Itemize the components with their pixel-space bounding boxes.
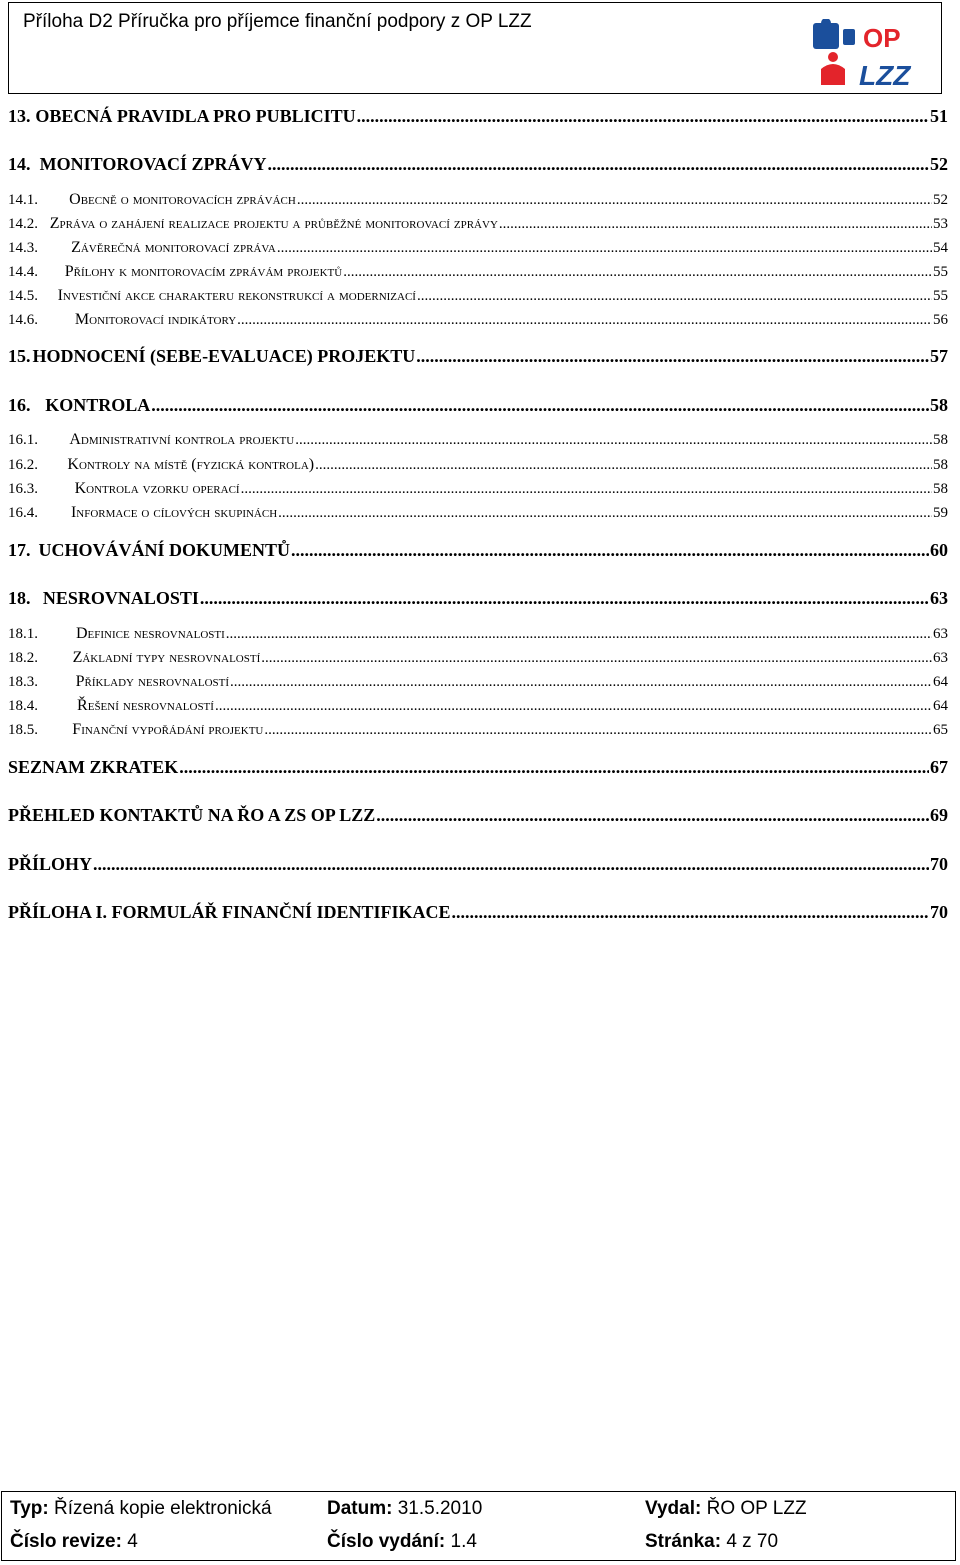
logo-op-text: OP: [863, 23, 901, 53]
toc-entry[interactable]: [8, 346, 948, 368]
toc-dot-leader: [416, 346, 929, 367]
toc-entry-number: 14.: [8, 154, 31, 174]
toc-entry-page: 58: [930, 395, 948, 415]
toc-entry[interactable]: [8, 757, 948, 779]
toc-entry-page: 60: [930, 540, 948, 560]
toc-entry[interactable]: [8, 154, 948, 176]
toc-entry-page: 51: [930, 106, 948, 126]
toc-entry-number: 16.4.: [8, 505, 38, 521]
toc-dot-leader: [264, 722, 932, 739]
toc-entry-number: 15.: [8, 346, 31, 366]
toc-entry-title: Příklady nesrovnalostí: [75, 673, 230, 690]
toc-entry-number: 16.2.: [8, 457, 38, 473]
footer-edition: Číslo vydání: 1.4: [327, 1531, 477, 1552]
toc-entry-number: 18.4.: [8, 698, 38, 714]
page-footer: [1, 1491, 956, 1561]
toc-entry-title: Závěrečná monitorovací zpráva: [71, 239, 276, 256]
toc-entry[interactable]: [8, 697, 948, 719]
toc-entry[interactable]: [8, 588, 948, 610]
toc-dot-leader: [230, 674, 932, 691]
toc-dot-leader: [200, 588, 929, 609]
footer-type: Typ: Řízená kopie elektronická: [10, 1498, 272, 1519]
footer-date: Datum: 31.5.2010: [327, 1498, 483, 1519]
toc-entry-page: 53: [933, 216, 948, 232]
toc-entry-title: UCHOVÁVÁNÍ DOKUMENTŮ: [38, 540, 291, 560]
toc-dot-leader: [297, 192, 932, 209]
toc-entry-page: 58: [933, 432, 948, 448]
toc-entry-page: 54: [933, 240, 948, 256]
toc-entry-title: PŘEHLED KONTAKTŮ NA ŘO A ZS OP LZZ: [8, 805, 376, 825]
toc-entry-title: Základní typy nesrovnalostí: [72, 649, 261, 666]
toc-dot-leader: [151, 395, 929, 416]
toc-entry-number: 18.2.: [8, 650, 38, 666]
toc-dot-leader: [268, 154, 930, 175]
toc-entry-page: 52: [930, 154, 948, 174]
toc-dot-leader: [226, 626, 932, 643]
toc-entry-page: 63: [933, 626, 948, 642]
toc-entry[interactable]: [8, 311, 948, 333]
op-lzz-logo: [813, 19, 917, 91]
toc-dot-leader: [499, 216, 932, 233]
footer-issued-by: Vydal: ŘO OP LZZ: [645, 1498, 807, 1519]
toc-entry-page: 69: [930, 805, 948, 825]
toc-entry-title: HODNOCENÍ (SEBE-EVALUACE) PROJEKTU: [32, 346, 416, 366]
toc-entry-page: 59: [933, 505, 948, 521]
toc-entry[interactable]: [8, 805, 948, 827]
toc-entry-number: 14.4.: [8, 264, 38, 280]
toc-entry[interactable]: [8, 625, 948, 647]
toc-entry-number: 18.1.: [8, 626, 38, 642]
toc-entry-title: Finanční vypořádání projektu: [72, 721, 264, 738]
toc-entry[interactable]: [8, 504, 948, 526]
toc-dot-leader: [179, 757, 929, 778]
toc-entry[interactable]: [8, 191, 948, 213]
toc-entry[interactable]: [8, 106, 948, 128]
toc-dot-leader: [315, 457, 932, 474]
toc-entry-page: 58: [933, 481, 948, 497]
toc-entry-page: 64: [933, 698, 948, 714]
toc-entry-title: NESROVNALOSTI: [42, 588, 199, 608]
toc-entry-number: 18.5.: [8, 722, 38, 738]
toc-entry-title: KONTROLA: [45, 395, 151, 415]
toc-entry-title: Investiční akce charakteru rekonstrukcí a modernizací: [57, 287, 416, 304]
toc-entry-page: 55: [933, 264, 948, 280]
toc-entry[interactable]: [8, 287, 948, 309]
toc-entry-number: 16.: [8, 395, 31, 415]
toc-entry-number: 13.: [8, 106, 31, 126]
toc-entry[interactable]: [8, 480, 948, 502]
toc-entry-title: OBECNÁ PRAVIDLA PRO PUBLICITU: [35, 106, 356, 126]
toc-entry-number: 18.3.: [8, 674, 38, 690]
toc-dot-leader: [357, 106, 929, 127]
toc-dot-leader: [343, 264, 932, 281]
toc-dot-leader: [417, 288, 932, 305]
toc-entry-page: 70: [930, 902, 948, 922]
toc-entry-page: 64: [933, 674, 948, 690]
toc-entry[interactable]: [8, 215, 948, 237]
toc-dot-leader: [376, 805, 929, 826]
page-header: [8, 2, 942, 94]
toc-entry-page: 70: [930, 854, 948, 874]
toc-entry-page: 67: [930, 757, 948, 777]
toc-entry-number: 14.3.: [8, 240, 38, 256]
toc-dot-leader: [452, 902, 929, 923]
toc-entry[interactable]: [8, 649, 948, 671]
document-title: Příloha D2 Příručka pro příjemce finanční podpory z OP LZZ: [23, 11, 532, 32]
toc-entry[interactable]: [8, 239, 948, 261]
toc-entry-title: Informace o cílových skupinách: [70, 504, 278, 521]
toc-entry[interactable]: [8, 395, 948, 417]
toc-dot-leader: [278, 505, 932, 522]
toc-entry-title: Monitorovací indikátory: [74, 311, 237, 328]
toc-dot-leader: [261, 650, 932, 667]
toc-entry-page: 63: [933, 650, 948, 666]
toc-entry[interactable]: [8, 721, 948, 743]
toc-entry[interactable]: [8, 431, 948, 453]
toc-dot-leader: [215, 698, 932, 715]
toc-entry-page: 52: [933, 192, 948, 208]
footer-revision: Číslo revize: 4: [10, 1531, 138, 1552]
toc-entry-page: 58: [933, 457, 948, 473]
toc-entry-title: PŘÍLOHA I. FORMULÁŘ FINANČNÍ IDENTIFIKACE: [8, 902, 451, 922]
toc-entry-number: 14.6.: [8, 312, 38, 328]
toc-entry[interactable]: [8, 540, 948, 562]
logo-lzz-text: LZZ: [859, 60, 911, 91]
toc-entry-page: 55: [933, 288, 948, 304]
toc-entry-page: 65: [933, 722, 948, 738]
toc-entry-number: 16.1.: [8, 432, 38, 448]
toc-entry-page: 56: [933, 312, 948, 328]
toc-entry-title: Řešení nesrovnalostí: [77, 697, 214, 714]
toc-entry-number: 18.: [8, 588, 31, 608]
toc-entry-number: 14.1.: [8, 192, 38, 208]
toc-dot-leader: [295, 432, 932, 449]
toc-dot-leader: [237, 312, 932, 329]
toc-entry-number: 17.: [8, 540, 31, 560]
toc-entry[interactable]: [8, 673, 948, 695]
footer-page: Stránka: 4 z 70: [645, 1531, 779, 1552]
toc-entry-title: Definice nesrovnalosti: [76, 625, 225, 642]
toc-entry[interactable]: [8, 263, 948, 285]
toc-entry-title: Zpráva o zahájení realizace projektu a průběžné monitorovací zprávy: [49, 215, 498, 232]
toc-entry-title: Obecně o monitorovacích zprávách: [69, 191, 296, 208]
toc-entry[interactable]: [8, 854, 948, 876]
toc-entry[interactable]: [8, 902, 948, 924]
toc-entry-page: 63: [930, 588, 948, 608]
toc-entry-title: PŘÍLOHY: [8, 854, 93, 874]
toc-entry-number: 16.3.: [8, 481, 38, 497]
toc-entry-title: Přílohy k monitorovacím zprávám projektů: [64, 263, 343, 280]
toc-entry-title: Kontrola vzorku operací: [74, 480, 240, 497]
toc-entry-title: MONITOROVACÍ ZPRÁVY: [39, 154, 267, 174]
toc-dot-leader: [93, 854, 929, 875]
toc-entry-title: Kontroly na místě (fyzická kontrola): [67, 456, 315, 473]
toc-dot-leader: [277, 240, 932, 257]
toc-entry[interactable]: [8, 456, 948, 478]
toc-entry-page: 57: [930, 346, 948, 366]
toc-dot-leader: [241, 481, 932, 498]
toc-entry-number: 14.5.: [8, 288, 38, 304]
toc-dot-leader: [291, 540, 929, 561]
toc-entry-title: Administrativní kontrola projektu: [69, 431, 295, 448]
toc-entry-number: 14.2.: [8, 216, 38, 232]
toc-entry-title: SEZNAM ZKRATEK: [8, 757, 179, 777]
